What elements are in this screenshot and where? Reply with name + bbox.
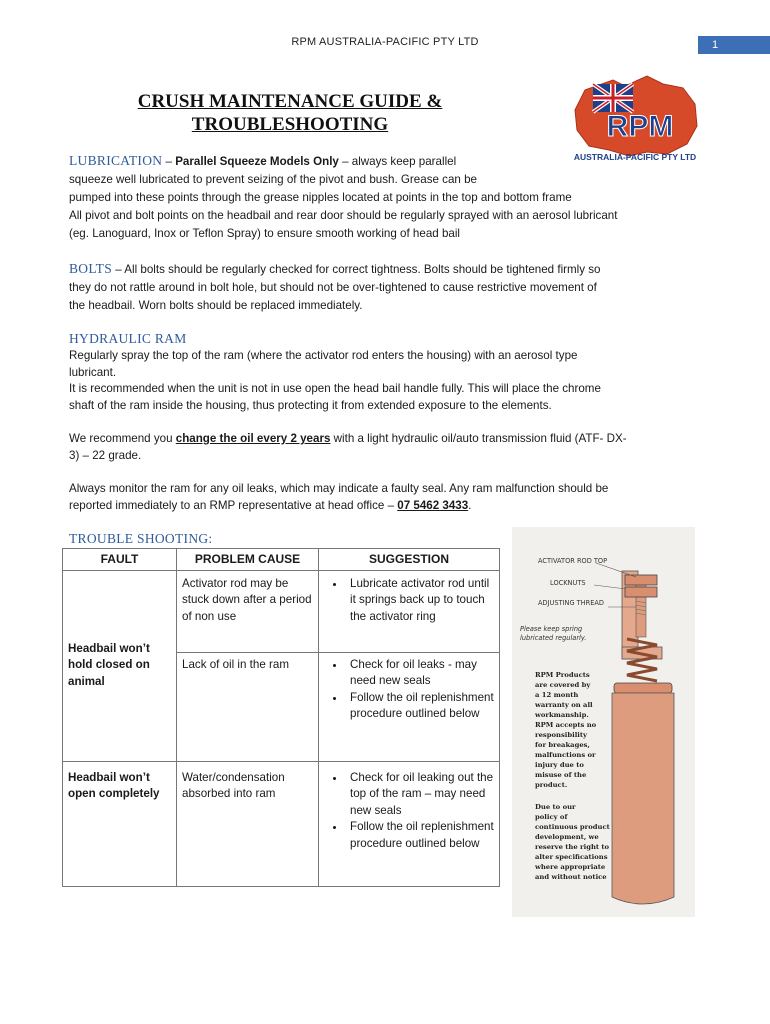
column-header-cause: PROBLEM CAUSE — [177, 549, 319, 571]
hydraulic-p4-post: . — [468, 498, 472, 512]
warranty-line: workmanship. — [535, 711, 589, 719]
fault-cell: Headbail won’t hold closed on animal — [63, 570, 177, 761]
warranty-line: product. — [535, 781, 568, 789]
suggestion-item: • Check for oil leaks - may need new seals — [346, 657, 494, 690]
policy-line: policy of — [535, 813, 568, 821]
bolts-section — [69, 260, 709, 315]
hydraulic-heading: HYDRAULIC RAM — [69, 331, 187, 346]
suggestion-cell — [319, 761, 500, 886]
policy-line: and without notice — [535, 873, 607, 881]
suggestion-cell — [319, 570, 500, 652]
hydraulic-p3-line-2: 3) – 22 grade. — [69, 448, 142, 462]
table-row — [63, 761, 500, 886]
fault-cell: Headbail won’t open completely — [63, 761, 177, 886]
suggestion-cell — [319, 652, 500, 761]
diagram-label: ADJUSTING THREAD — [538, 599, 604, 607]
lubrication-lead: Parallel Squeeze Models Only — [175, 155, 339, 168]
logo-text: RPM — [606, 110, 674, 143]
hydraulic-p4-line-1: Always monitor the ram for any oil leaks, which may indicate a faulty seal. Any ram malfunction should be — [69, 482, 609, 495]
lubrication-section — [69, 152, 709, 243]
hydraulic-p1-line-1: lubricant. — [69, 365, 117, 379]
cause-cell: Lack of oil in the ram — [177, 652, 319, 761]
column-header-suggestion: SUGGESTION — [319, 549, 500, 571]
warranty-line: injury due to — [535, 761, 584, 769]
hydraulic-p2-line-0: It is recommended when the unit is not in use open the head bail handle fully. This will place the chrome — [69, 382, 601, 395]
policy-line: reserve the right to — [535, 843, 610, 851]
cause-cell: Activator rod may be stuck down after a period of non use — [177, 570, 319, 652]
warranty-line: malfunctions or — [535, 751, 596, 759]
hydraulic-p1-line-0: Regularly spray the top of the ram (where the activator rod enters the housing) with an aerosol type — [69, 349, 578, 362]
diagram-label: LOCKNUTS — [550, 579, 586, 587]
diagram-label: lubricated regularly. — [520, 634, 587, 642]
lubrication-line-4: (eg. Lanoguard, Inox or Teflon Spray) to ensure smooth working of head bail — [69, 227, 460, 240]
lubrication-line-2: pumped into these points through the grease nipples located at points in the top and bottom frame — [69, 191, 572, 204]
suggestion-item: • Lubricate activator rod until it springs back up to touch the activator ring — [346, 576, 494, 626]
policy-line: alter specifications — [535, 853, 608, 861]
title-line-1: CRUSH MAINTENANCE GUIDE & — [137, 91, 443, 112]
ram-diagram — [512, 527, 695, 917]
page-header: RPM AUSTRALIA-PACIFIC PTY LTD — [291, 36, 479, 48]
hydraulic-p3-pre: We recommend you — [69, 432, 176, 445]
page-number: 1 — [698, 36, 770, 54]
warranty-line: misuse of the — [535, 771, 587, 779]
bolts-heading: BOLTS — [69, 261, 113, 276]
hydraulic-p4-pre: reported immediately to an RMP representative at head office – — [69, 498, 398, 512]
bolts-line-2: the headbail. Worn bolts should be replaced immediately. — [69, 299, 363, 312]
suggestion-item: • Follow the oil replenishment procedure outlined below — [346, 819, 494, 852]
warranty-line: a 12 month — [535, 691, 579, 699]
warranty-line: RPM Products — [535, 671, 590, 679]
suggestion-item: • Check for oil leaking out the top of the ram – may need new seals — [346, 770, 494, 820]
trouble-heading: TROUBLE SHOOTING: — [69, 531, 213, 546]
lubrication-line-3: All pivot and bolt points on the headbail and rear door should be regularly sprayed with an aerosol lubricant — [69, 209, 618, 222]
hydraulic-p3-post: with a light hydraulic oil/auto transmission fluid (ATF- DX- — [330, 432, 627, 445]
policy-line: where appropriate — [535, 863, 606, 871]
warranty-line: RPM accepts no — [535, 721, 597, 729]
bolts-line-1: they do not rattle around in bolt hole, but should not be over-tightened to cause restrictive movement of — [69, 281, 597, 294]
page-title — [90, 90, 490, 136]
warranty-line: for breakages, — [535, 741, 590, 749]
column-header-fault: FAULT — [63, 549, 177, 571]
head-office-phone: 07 5462 3433 — [397, 498, 469, 512]
table-row — [63, 570, 500, 652]
trouble-table — [62, 548, 500, 887]
lubrication-line-0: – always keep parallel — [338, 155, 457, 168]
suggestion-item: • Follow the oil replenishment procedure outlined below — [346, 690, 494, 723]
hydraulic-section — [69, 330, 709, 514]
diagram-label: Please keep spring — [520, 625, 583, 633]
hydraulic-p3-emphasis: change the oil every 2 years — [175, 432, 331, 445]
bolts-line-0: – All bolts should be regularly checked for correct tightness. Bolts should be tightened firmly so — [112, 263, 601, 276]
title-line-2: TROUBLESHOOTING — [191, 114, 389, 135]
warranty-line: warranty on all — [535, 701, 593, 709]
warranty-line: are covered by — [535, 681, 591, 689]
policy-line: Due to our — [535, 803, 576, 811]
warranty-line: responsibility — [535, 731, 587, 739]
lubrication-line-1: squeeze well lubricated to prevent seizing of the pivot and bush. Grease can be — [69, 173, 477, 186]
hydraulic-p2-line-1: shaft of the ram inside the housing, thus protecting it from extended exposure to the elements. — [69, 398, 552, 412]
lubrication-dash: – — [162, 155, 176, 168]
table-header-row — [63, 549, 500, 571]
cause-cell: Water/condensation absorbed into ram — [177, 761, 319, 886]
diagram-label: ACTIVATOR ROD TOP — [538, 557, 608, 565]
policy-line: development, we — [535, 833, 599, 841]
logo-subtitle: AUSTRALIA-PACIFIC PTY LTD — [573, 152, 697, 162]
lubrication-heading: LUBRICATION — [69, 153, 163, 168]
policy-line: continuous product — [535, 823, 610, 831]
